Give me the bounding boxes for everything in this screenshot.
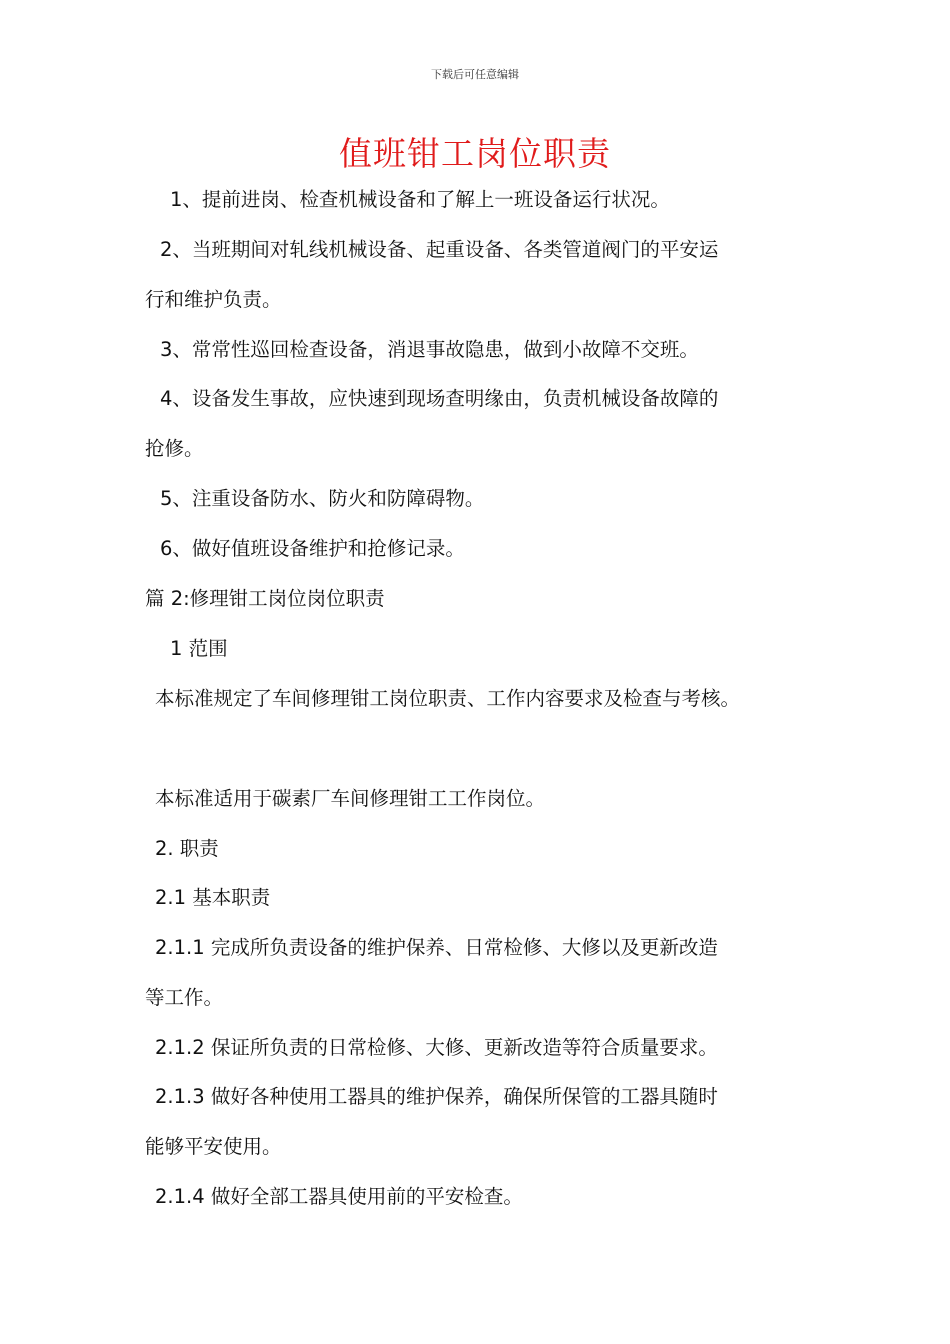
header-note: 下载后可任意编辑	[431, 68, 519, 81]
body-line: 2.1.4 做好全部工器具使用前的平安检查。	[155, 1185, 523, 1208]
body-line: 行和维护负责。	[145, 288, 282, 311]
body-line: 1、提前进岗、检查机械设备和了解上一班设备运行状况。	[170, 188, 670, 211]
body-line: 2.1.2 保证所负责的日常检修、大修、更新改造等符合质量要求。	[155, 1036, 718, 1059]
body-line: 抢修。	[145, 437, 204, 460]
body-line: 6、做好值班设备维护和抢修记录。	[160, 537, 465, 560]
body-line: 2. 职责	[155, 837, 219, 860]
body-line: 能够平安使用。	[145, 1135, 282, 1158]
body-line: 2.1 基本职责	[155, 886, 271, 909]
body-line: 3、常常性巡回检查设备，消退事故隐患，做到小故障不交班。	[160, 338, 699, 361]
body-line: 5、注重设备防水、防火和防障碍物。	[160, 487, 485, 510]
body-line: 等工作。	[145, 986, 224, 1009]
body-line: 2.1.1 完成所负责设备的维护保养、日常检修、大修以及更新改造	[155, 936, 718, 959]
body-line: 本标准适用于碳素厂车间修理钳工工作岗位。	[155, 787, 546, 810]
body-line: 4、设备发生事故，应快速到现场查明缘由，负责机械设备故障的	[160, 387, 719, 410]
document-title: 值班钳工岗位职责	[339, 134, 611, 173]
body-line: 2、当班期间对轧线机械设备、起重设备、各类管道阀门的平安运	[160, 238, 719, 261]
section-heading: 篇 2:修理钳工岗位岗位职责	[145, 587, 385, 610]
body-line: 本标准规定了车间修理钳工岗位职责、工作内容要求及检查与考核。	[155, 687, 741, 710]
body-line: 2.1.3 做好各种使用工器具的维护保养，确保所保管的工器具随时	[155, 1085, 718, 1108]
body-line: 1 范围	[170, 637, 228, 660]
